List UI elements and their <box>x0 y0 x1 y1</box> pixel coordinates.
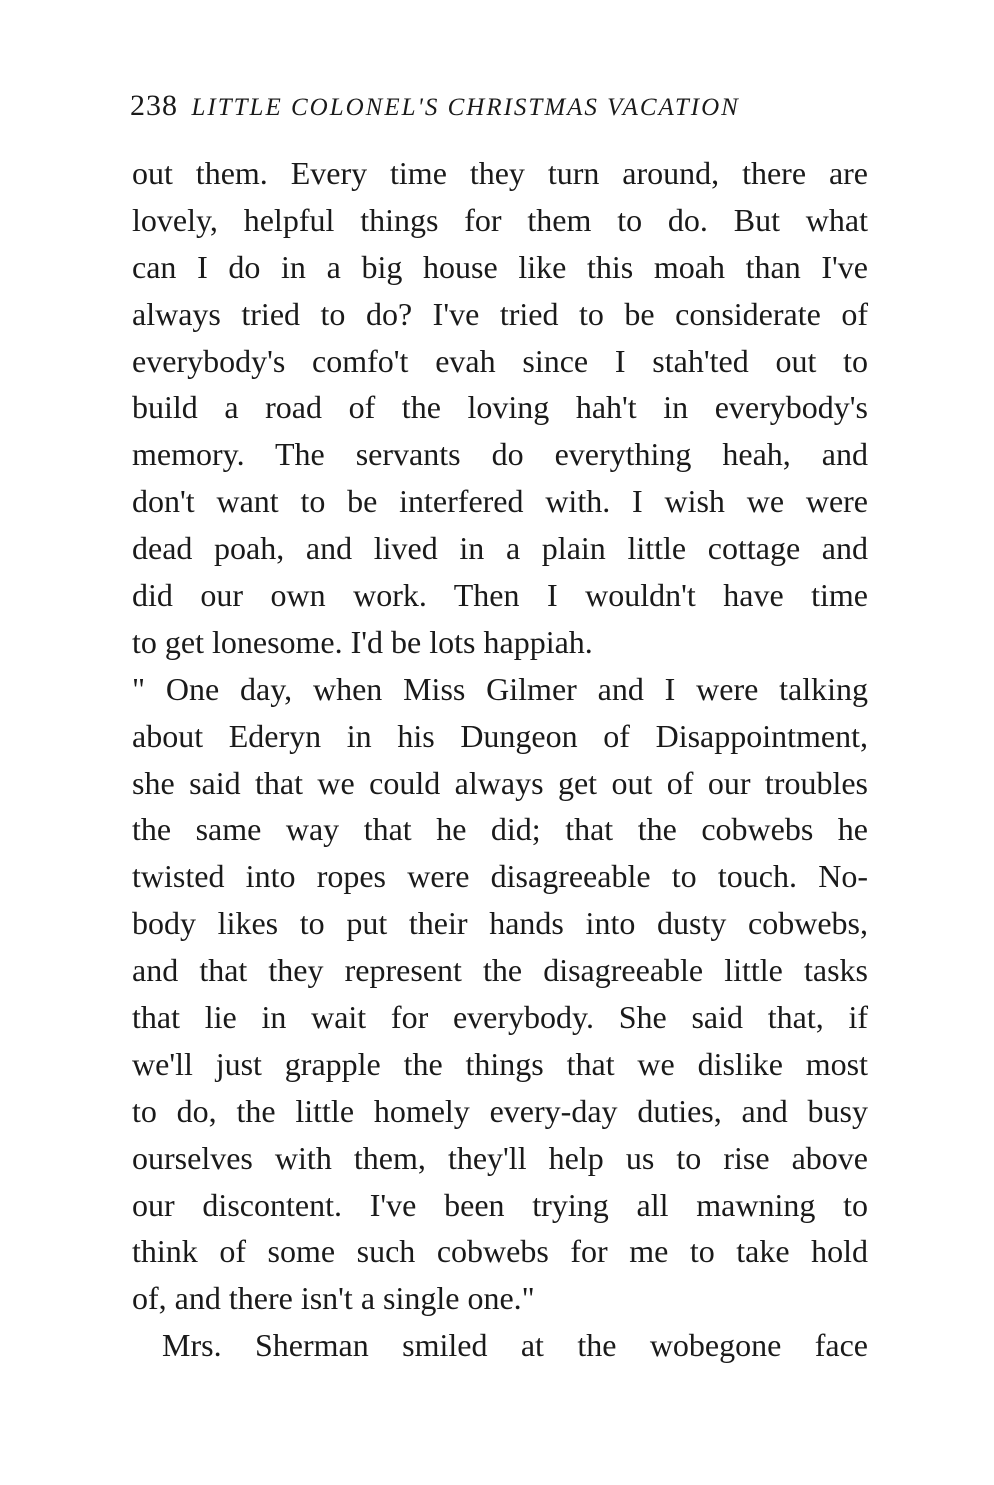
text-line: our discontent. I've been trying all mawning to <box>132 1186 868 1223</box>
text-line: memory. The servants do everything heah, and <box>132 436 868 473</box>
text-line: about Ederyn in his Dungeon of Disappointment, <box>132 717 868 754</box>
text-line: that lie in wait for everybody. She said that, if <box>132 999 868 1036</box>
text-line: can I do in a big house like this moah than I've <box>132 248 868 285</box>
page-number: 238 <box>130 89 178 122</box>
text-line: think of some such cobwebs for me to take hold <box>132 1233 868 1270</box>
text-line: the same way that he did; that the cobwebs he <box>132 811 868 848</box>
text-line: we'll just grapple the things that we dislike most <box>132 1045 868 1082</box>
paragraph-2 <box>132 666 868 1322</box>
text-line: and that they represent the disagreeable little tasks <box>132 952 868 989</box>
text-line: " One day, when Miss Gilmer and I were talking <box>132 670 868 707</box>
text-line: build a road of the loving hah't in everybody's <box>132 389 868 426</box>
text-line: of, and there isn't a single one." <box>132 1280 535 1317</box>
text-line: did our own work. Then I wouldn't have time <box>132 577 868 614</box>
text-line: lovely, helpful things for them to do. But what <box>132 201 868 238</box>
running-head <box>130 86 870 126</box>
paragraph-1 <box>132 150 868 666</box>
running-title: LITTLE COLONEL'S CHRISTMAS VACATION <box>191 94 740 121</box>
text-line: everybody's comfo't evah since I stah'ted out to <box>132 342 868 379</box>
text-line: Mrs. Sherman smiled at the wobegone face <box>162 1327 868 1364</box>
text-line: to get lonesome. I'd be lots happiah. <box>132 623 593 660</box>
paragraph-3 <box>132 1322 868 1369</box>
text-line: out them. Every time they turn around, there are <box>132 155 868 191</box>
body-text <box>132 150 868 1369</box>
text-line: don't want to be interfered with. I wish we were <box>132 483 868 520</box>
text-line: ourselves with them, they'll help us to rise above <box>132 1139 868 1176</box>
text-line: twisted into ropes were disagreeable to touch. No- <box>132 858 868 895</box>
text-line: to do, the little homely every-day duties, and busy <box>132 1092 868 1129</box>
text-line: always tried to do? I've tried to be considerate of <box>132 295 868 332</box>
text-line: she said that we could always get out of our troubles <box>132 764 868 801</box>
text-line: dead poah, and lived in a plain little cottage and <box>132 530 868 567</box>
text-line: body likes to put their hands into dusty cobwebs, <box>132 905 868 942</box>
